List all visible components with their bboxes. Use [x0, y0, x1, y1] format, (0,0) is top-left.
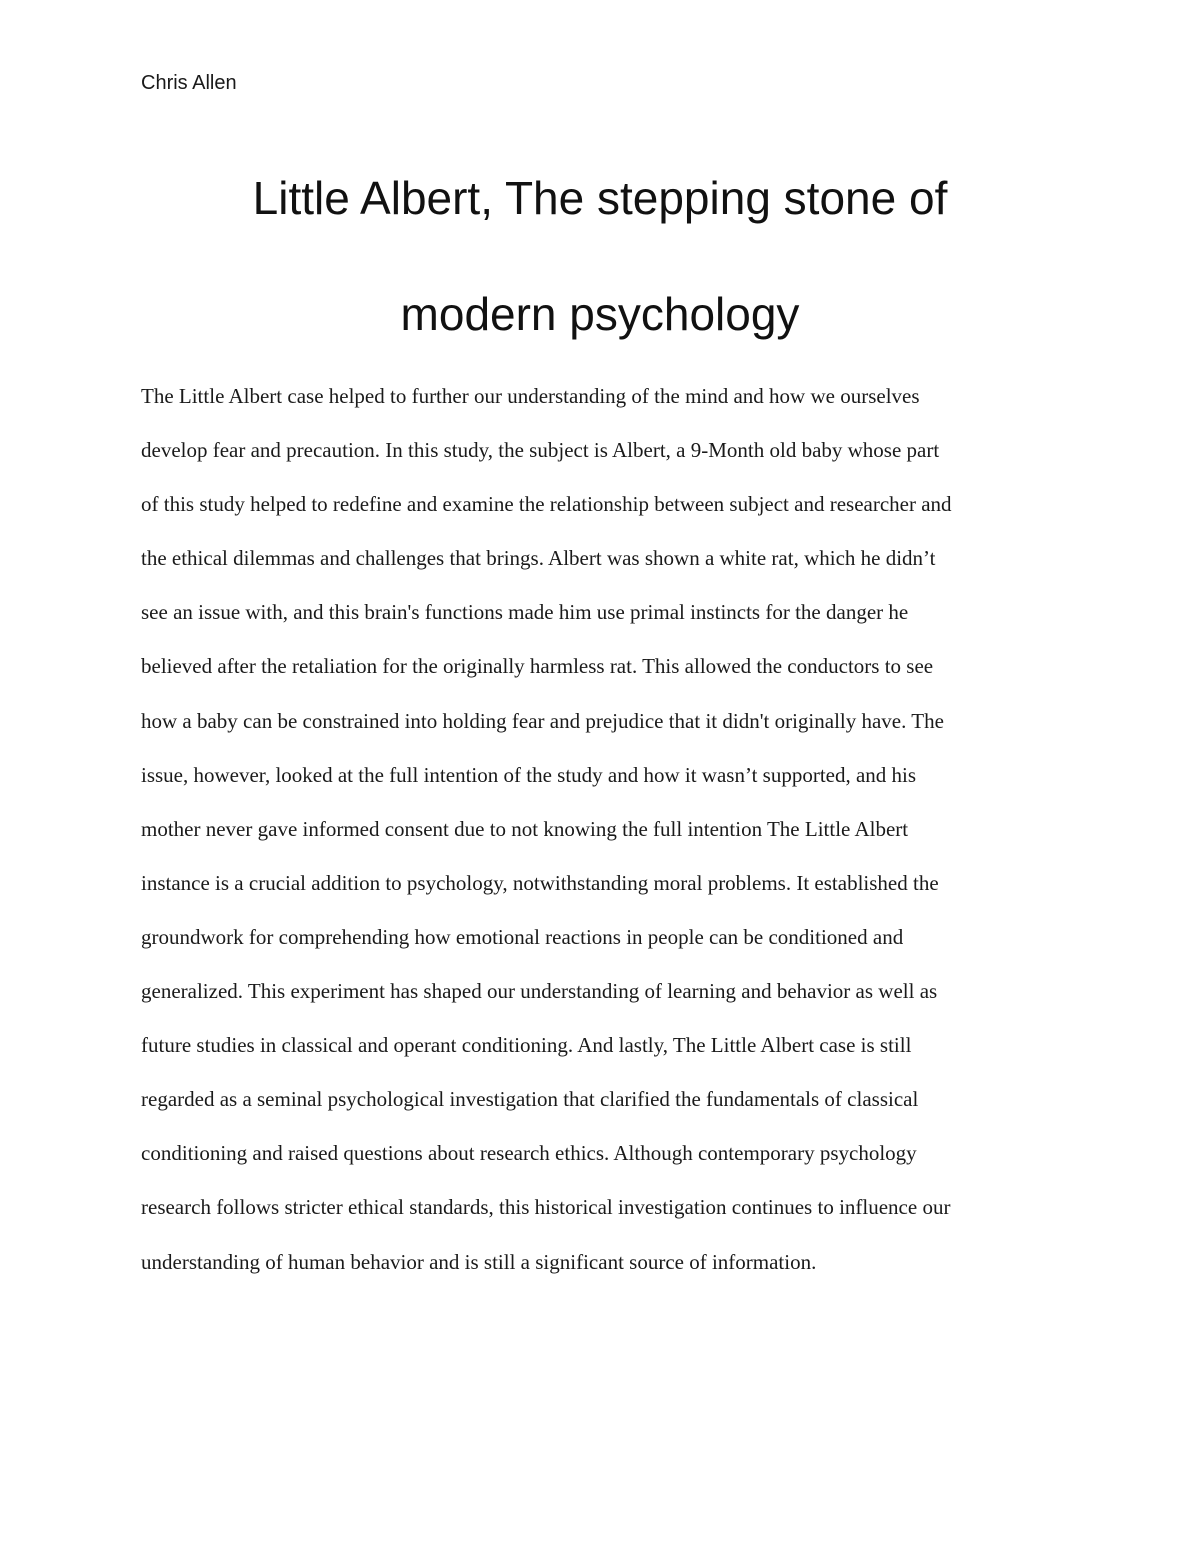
body-line: issue, however, looked at the full intention of the study and how it wasn’t supported, and his — [141, 762, 917, 787]
body-line: of this study helped to redefine and examine the relationship between subject and researcher and — [141, 492, 952, 517]
body-line: mother never gave informed consent due to not knowing the full intention The Little Albert — [141, 816, 909, 841]
body-line: generalized. This experiment has shaped our understanding of learning and behavior as well as — [141, 979, 938, 1004]
body-line: future studies in classical and operant conditioning. And lastly, The Little Albert case is still — [141, 1033, 912, 1058]
body-line: research follows stricter ethical standards, this historical investigation continues to influence our — [141, 1195, 951, 1220]
essay-body — [141, 369, 1061, 1289]
title-line: modern psychology — [400, 288, 800, 340]
body-line: develop fear and precaution. In this study, the subject is Albert, a 9-Month old baby whose part — [141, 438, 940, 463]
author-name: Chris Allen — [141, 72, 237, 94]
body-line: instance is a crucial addition to psychology, notwithstanding moral problems. It established the — [141, 870, 939, 895]
body-line: groundwork for comprehending how emotional reactions in people can be conditioned and — [141, 924, 904, 949]
body-line: believed after the retaliation for the originally harmless rat. This allowed the conductors to see — [141, 654, 934, 679]
body-line: understanding of human behavior and is still a significant source of information. — [141, 1249, 817, 1274]
body-line: The Little Albert case helped to further our understanding of the mind and how we ourselves — [141, 384, 920, 408]
document-title — [100, 140, 1100, 372]
body-line: conditioning and raised questions about research ethics. Although contemporary psychology — [141, 1141, 917, 1166]
body-line: the ethical dilemmas and challenges that brings. Albert was shown a white rat, which he didn’t — [141, 546, 936, 571]
title-line: Little Albert, The stepping stone of — [252, 172, 948, 224]
body-line: how a baby can be constrained into holding fear and prejudice that it didn't originally have. The — [141, 708, 944, 733]
body-line: regarded as a seminal psychological investigation that clarified the fundamentals of classical — [141, 1087, 919, 1112]
body-line: see an issue with, and this brain's functions made him use primal instincts for the danger he — [141, 600, 909, 625]
